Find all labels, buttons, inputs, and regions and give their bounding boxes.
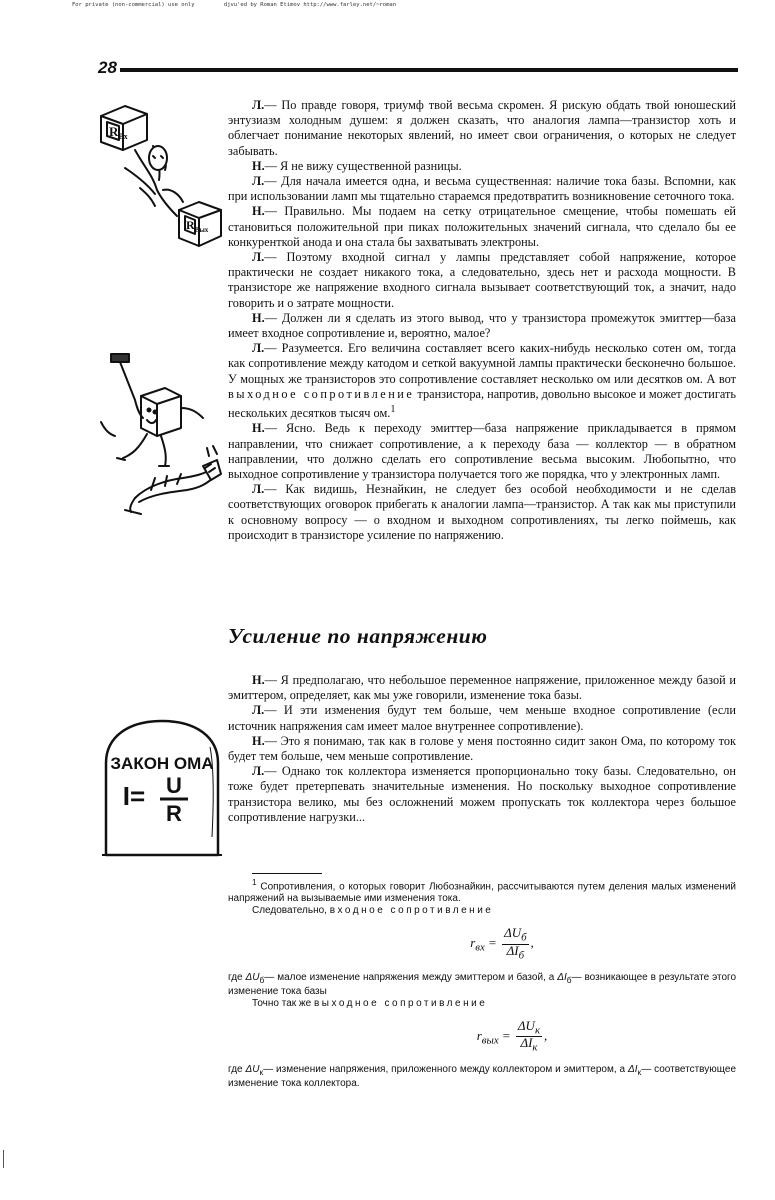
watermark-left: For private (non-commercial) use only: [72, 2, 195, 8]
dialogue-paragraph: Н.— Должен ли я сделать из этого вывод, что у транзистора промежуток эмиттер—база имеет входное сопротивление и, вероятно, малое?: [228, 310, 736, 341]
dialogue-paragraph: Л.— Как видишь, Незнайкин, не следует без особой необходимости и не сделав соответствующих оговорок прибегать к аналогии лампа—транзистор. А так как мы приступили к основному вопросу — о входном и выходном сопротивлениях, ты легко поймешь, как происходит в транзисторе усиление по напряжению.: [228, 482, 736, 542]
dialogue-paragraph: Н.— Я предполагаю, что небольшое переменное напряжение, приложенное между базой и эмиттером, определяет, как мы уже говорили, изменение тока базы.: [228, 673, 736, 703]
scan-mark: [3, 1150, 4, 1168]
footnote-text: Точно так же выходное сопротивление: [252, 997, 488, 1009]
footnote-ref: 1: [390, 404, 396, 416]
tombstone-eq-den: R: [166, 801, 182, 826]
page-number: 28: [98, 58, 117, 77]
footnote: [228, 876, 736, 1090]
dialogue-block-2: [228, 673, 736, 825]
ohms-law-tombstone-illustration: [98, 717, 226, 859]
footnote-rule: [252, 873, 322, 874]
watermark: [72, 2, 422, 8]
header-rule: [120, 68, 738, 72]
resistor-out-label: $R_{Вых}$: [186, 218, 209, 234]
formula-input-resistance: $r_{вх}$ = $\frac{\Delta U_б}{\Delta I_б}$ ,: [470, 925, 534, 962]
dialogue-paragraph: Н.— Я не вижу существенной разницы.: [252, 158, 462, 173]
resistor-cartoon-illustration: [95, 98, 225, 258]
watermark-right: djvu'ed by Roman Etimov http://www.farley.net/~roman: [223, 2, 397, 8]
dialogue-paragraph: Л.— Поэтому входной сигнал у лампы представляет собой напряжение, которое практически не создает никакого тока, а следовательно, здесь нет и расхода мощности. В транзисторе же напряжение входного сигнала вызывает соответствующий ток, а значит, надо говорить и о затрате мощности.: [228, 250, 736, 310]
transistor-vs-lamp-illustration: [95, 348, 225, 523]
footnote-text: где $\Delta U_к—$ изменение напряжения, приложенного между коллектором и эмиттером, а $\Delta I_к—$ соответствующее изменение тока коллектора.: [228, 1063, 737, 1089]
dialogue-paragraph: Л.— По правде говоря, триумф твой весьма скромен. Я рискую обдать твой юношеский энтузиазм холодным душем: я должен сказать, что аналогия лампа—транзистор хоть и облегчает понимание некоторых явлений, но имеет свои ограничения, о которых не следует забывать.: [228, 98, 736, 158]
resistor-in-label: $R_{Вх}$: [109, 124, 128, 141]
dialogue-paragraph: Л.— Для начала имеется одна, и весьма существенная: наличие тока базы. Вспомни, как при использовании ламп мы тщательно стараемся предотвратить возникновение сеточного тока.: [228, 174, 736, 204]
page-header: [98, 58, 738, 78]
section-title: Усиление по напряжению: [228, 624, 488, 648]
dialogue-paragraph: Н.— Ясно. Ведь к переходу эмиттер—база напряжение прикладывается в прямом направлении, что снижает сопротивление, а к переходу база — коллектор — в обратном направлении, что должно сделать его сопротивление весьма высоким. Любопытно, что выходное сопротивление у транзистора получается того же порядка, что у электронных ламп.: [228, 421, 736, 481]
dialogue-paragraph: Н.— Это я понимаю, так как в голове у меня постоянно сидит закон Ома, по которому ток будет тем больше, чем меньше сопротивление.: [228, 733, 736, 764]
dialogue-paragraph: Н.— Правильно. Мы подаем на сетку отрицательное смещение, чтобы помешать ей становиться положительной при пиках положительных значений сигнала, что сделало бы ее конкуренткой анода и она стала бы захватывать электроны.: [228, 204, 736, 249]
tombstone-eq-lhs: I=: [122, 781, 146, 811]
tombstone-title: ЗАКОН ОМА: [110, 754, 214, 773]
spaced-term: выходное сопротивление: [228, 386, 415, 401]
footnote-text: $^1$ Сопротивления, о которых говорит Любознайкин, рассчитываются путем деления малых изменений напряжений на вызываемые ими изменения тока.: [228, 877, 737, 905]
footnote-text: Следовательно, входное сопротивление: [252, 905, 494, 917]
formula-output-resistance: $r_{вых}$ = $\frac{\Delta U_к}{\Delta I_к}$ ,: [476, 1017, 548, 1054]
dialogue-paragraph: Л.— Однако ток коллектора изменяется пропорционально току базы. Следовательно, он тоже будет претерпевать значительные изменения. Но поскольку выходное сопротивление транзистора велико, мы без осложнений можем пропускать ток коллектора через большое сопротивление нагрузки...: [228, 764, 736, 824]
footnote-text: где $\Delta U_б—$ малое изменение напряжения между эмиттером и базой, а $\Delta I_б—$ возникающее в результате этого изменение тока базы: [228, 971, 737, 997]
dialogue-paragraph: Л.— И эти изменения будут тем больше, чем меньше входное сопротивление (если источник напряжения сам имеет малое внутреннее сопротивление).: [228, 703, 736, 733]
tombstone-eq-num: U: [166, 773, 182, 798]
dialogue-paragraph: Л.— Разумеется. Его величина составляет всего каких-нибудь несколько сотен ом, тогда как сопротивление между катодом и сеткой вакуумной лампы практически бесконечно большое. У мощных же транзисторов это сопротивление составляет несколько ом или десятков ом. А вот выходное сопротивление транзистора, напротив, довольно высокое и может достигать нескольких десятков тысяч ом.$^1$: [228, 341, 736, 421]
dialogue-block-1: [228, 98, 736, 543]
